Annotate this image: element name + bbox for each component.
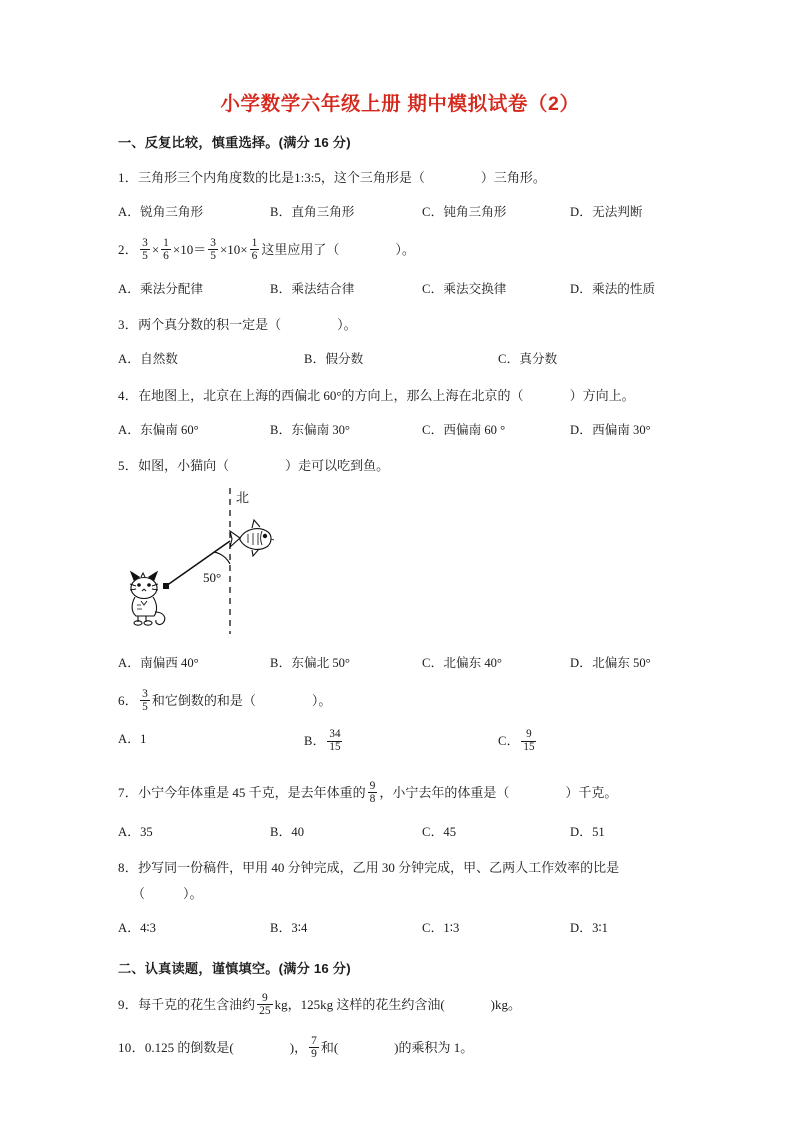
option-text: 钝角三角形 <box>443 204 507 219</box>
option-a[interactable] <box>118 280 203 299</box>
question-text: 两个真分数的积一定是（ <box>138 317 282 333</box>
option-letter: A． <box>118 824 141 839</box>
option-letter: B． <box>270 921 292 936</box>
option-a[interactable] <box>118 919 156 938</box>
fraction-denominator: 9 <box>311 1047 317 1060</box>
option-letter: D． <box>570 921 593 936</box>
fraction <box>257 992 272 1017</box>
question-8-line2 <box>118 884 682 904</box>
option-text: 乘法分配律 <box>140 282 204 297</box>
fraction-numerator: 9 <box>369 779 376 792</box>
option-letter: B． <box>270 204 292 219</box>
option-c[interactable] <box>422 654 502 673</box>
option-letter: A． <box>118 732 141 747</box>
option-c[interactable] <box>422 919 459 938</box>
question-text: 如图，小猫向（ <box>138 457 230 473</box>
option-text: 真分数 <box>519 352 558 367</box>
option-b[interactable] <box>270 919 307 938</box>
question-text-mid: kg，125kg 这样的花生约含油( <box>274 997 445 1013</box>
options-question-4 <box>118 421 682 441</box>
option-text: 自然数 <box>140 352 178 367</box>
question-text-mid: ，小宁去年的体重是（ <box>379 784 510 800</box>
option-b[interactable] <box>304 350 363 369</box>
question-text: 三角形三个内角度数的比是1:3:5，这个三角形是（ <box>138 169 425 185</box>
option-letter: C． <box>422 282 444 297</box>
option-letter: C． <box>422 824 444 839</box>
fraction-denominator: 6 <box>163 249 169 262</box>
fraction-numerator: 9 <box>526 728 532 741</box>
fraction <box>327 729 342 753</box>
option-letter: C． <box>422 656 444 671</box>
option-text: 直角三角形 <box>291 204 355 219</box>
question-6 <box>118 689 682 714</box>
question-text-tail: )kg。 <box>490 997 521 1013</box>
fraction <box>140 237 150 262</box>
fraction <box>208 237 218 262</box>
option-letter: B． <box>270 656 292 671</box>
option-text: 40 <box>291 824 304 839</box>
question-4 <box>118 386 682 406</box>
fish-illustration <box>230 520 274 556</box>
options-question-1 <box>118 203 682 223</box>
fraction-denominator: 25 <box>259 1004 271 1017</box>
question-text: 每千克的花生含油约 <box>138 997 256 1013</box>
fraction-numerator: 3 <box>142 688 148 701</box>
option-text: 乘法交换律 <box>443 282 507 297</box>
fraction-denominator: 15 <box>329 740 341 753</box>
fraction-numerator: 34 <box>329 728 341 741</box>
option-letter: C． <box>498 734 520 749</box>
option-text: 45 <box>443 824 456 839</box>
cat-position-marker <box>163 583 169 589</box>
option-letter: A． <box>118 656 141 671</box>
option-b[interactable] <box>270 421 350 440</box>
option-b[interactable] <box>270 203 354 222</box>
section-heading-1: 一、反复比较，慎重选择。(满分 16 分) <box>118 135 351 151</box>
fraction-denominator: 15 <box>523 740 535 753</box>
options-question-8 <box>118 919 682 939</box>
question-text: 这里应用了（ <box>261 242 340 258</box>
option-d[interactable] <box>570 421 651 440</box>
question-text-tail: )的乘积为 1。 <box>394 1040 474 1056</box>
fraction-numerator: 3 <box>210 236 216 249</box>
question-text-tail: ）方向上。 <box>569 387 635 403</box>
question-text-mid-2: 和( <box>320 1040 339 1056</box>
question-text: 抄写同一份稿件，甲用 40 分钟完成，乙用 30 分钟完成，甲、乙两人工作效率的比是 <box>138 860 620 876</box>
option-text: 北偏东 50° <box>592 656 651 671</box>
option-c[interactable] <box>422 823 456 842</box>
fraction <box>309 1035 319 1060</box>
option-text: 东偏南 30° <box>291 422 350 437</box>
options-question-3 <box>118 350 682 370</box>
option-letter: C． <box>422 921 444 936</box>
option-d[interactable] <box>570 203 642 222</box>
fraction-numerator: 1 <box>163 236 169 249</box>
question-text: 在地图上，北京在上海的西偏北 60°的方向上，那么上海在北京的（ <box>138 387 524 403</box>
question-text: 小宁今年体重是 45 千克，是去年体重的 <box>138 784 366 800</box>
option-text: 锐角三角形 <box>140 204 204 219</box>
fraction-numerator: 9 <box>261 991 268 1004</box>
question-text-tail: ）千克。 <box>565 784 618 800</box>
question-text-tail: ）三角形。 <box>480 169 546 185</box>
option-text: 51 <box>592 824 605 839</box>
option-letter: A． <box>118 282 141 297</box>
option-text: 西偏南 30° <box>592 422 651 437</box>
section-heading-2: 二、认真读题，谨慎填空。(满分 16 分) <box>118 960 351 976</box>
question-8 <box>118 858 682 878</box>
option-letter: B． <box>270 282 292 297</box>
option-a[interactable] <box>118 421 199 440</box>
fraction <box>161 237 171 262</box>
option-letter: B． <box>304 352 326 367</box>
fraction-denominator: 5 <box>142 701 148 714</box>
option-a[interactable] <box>118 823 153 842</box>
question-1 <box>118 168 682 188</box>
options-question-6 <box>118 730 682 763</box>
question-2 <box>118 238 682 263</box>
question-number: 10． <box>118 1040 145 1056</box>
question-number: 8． <box>118 860 139 876</box>
option-letter: C． <box>422 422 444 437</box>
operator: ×10× <box>219 242 248 258</box>
question-text-tail: ）。 <box>337 317 357 333</box>
operator: × <box>151 242 160 258</box>
option-letter: A． <box>118 204 141 219</box>
fraction-numerator: 7 <box>311 1034 317 1047</box>
option-text: 西偏南 60 ° <box>443 422 506 437</box>
option-text: 4∶3 <box>140 921 156 936</box>
fraction <box>521 729 536 753</box>
option-text: 东偏北 50° <box>291 656 350 671</box>
option-d[interactable] <box>570 654 651 673</box>
question-number: 2． <box>118 242 139 258</box>
option-a[interactable] <box>118 350 178 369</box>
question-10 <box>118 1036 682 1061</box>
options-question-2 <box>118 280 682 300</box>
question-number: 5． <box>118 457 139 473</box>
fraction-denominator: 6 <box>251 249 258 262</box>
question-5 <box>118 456 682 476</box>
option-letter: C． <box>422 204 444 219</box>
option-text: 3∶1 <box>592 921 608 936</box>
option-text: 南偏西 40° <box>140 656 199 671</box>
question-text-mid: )， <box>289 1040 308 1056</box>
options-question-5 <box>118 654 682 674</box>
option-letter: D． <box>570 656 593 671</box>
option-c[interactable] <box>422 421 505 440</box>
option-letter: A． <box>118 422 141 437</box>
question-number: 1． <box>118 169 139 185</box>
operator: ×10＝ <box>172 242 207 258</box>
option-a[interactable] <box>118 730 146 749</box>
question-number: 4． <box>118 387 139 403</box>
option-a[interactable] <box>118 654 199 673</box>
direction-diagram-svg <box>118 486 418 646</box>
fraction-denominator: 5 <box>210 249 216 262</box>
fraction <box>250 237 260 262</box>
question-text: 和它倒数的和是（ <box>151 693 256 709</box>
question-number: 3． <box>118 317 139 333</box>
question-text-mid: （ <box>132 886 146 902</box>
option-b[interactable] <box>270 654 350 673</box>
question-text-tail: ）。 <box>183 886 203 902</box>
fraction-numerator: 1 <box>251 236 258 249</box>
option-text: 1∶3 <box>443 921 460 936</box>
question-number: 9． <box>118 997 139 1013</box>
question-9 <box>118 993 682 1018</box>
page-content <box>118 92 682 1076</box>
question-text-tail: ）走可以吃到鱼。 <box>285 457 390 473</box>
option-b[interactable] <box>304 730 344 754</box>
option-c[interactable] <box>498 350 557 369</box>
fraction-numerator: 3 <box>142 236 148 249</box>
option-d[interactable] <box>570 823 605 842</box>
option-text: 无法判断 <box>592 204 643 219</box>
question-7 <box>118 781 682 806</box>
option-text: 乘法结合律 <box>291 282 355 297</box>
options-question-7 <box>118 823 682 843</box>
angle-label: 50° <box>203 570 222 586</box>
fraction <box>368 780 378 805</box>
option-text: 3∶4 <box>291 921 308 936</box>
question-number: 6． <box>118 693 139 709</box>
option-text: 乘法的性质 <box>592 282 656 297</box>
option-letter: B． <box>270 422 292 437</box>
question-text: 0.125 的倒数是( <box>144 1040 234 1056</box>
option-text: 35 <box>140 824 153 839</box>
option-letter: C． <box>498 352 520 367</box>
option-d[interactable] <box>570 280 655 299</box>
question-text-tail: ）。 <box>311 693 332 709</box>
option-c[interactable] <box>422 203 506 222</box>
option-a[interactable] <box>118 203 203 222</box>
option-c[interactable] <box>498 730 538 754</box>
option-letter: D． <box>570 204 593 219</box>
question-3 <box>118 315 682 335</box>
direction-diagram <box>118 486 682 646</box>
option-b[interactable] <box>270 823 304 842</box>
option-letter: D． <box>570 282 593 297</box>
option-text: 北偏东 40° <box>443 656 502 671</box>
option-letter: D． <box>570 824 593 839</box>
option-text: 东偏南 60° <box>140 422 199 437</box>
option-letter: A． <box>118 352 141 367</box>
fraction <box>140 688 150 713</box>
option-letter: B． <box>304 734 326 749</box>
option-b[interactable] <box>270 280 354 299</box>
north-label: 北 <box>236 490 250 506</box>
question-text-tail: ）。 <box>395 242 415 258</box>
option-text: 假分数 <box>325 352 364 367</box>
option-text: 1 <box>140 732 147 747</box>
question-number: 7． <box>118 784 139 800</box>
fraction-denominator: 5 <box>142 249 148 262</box>
option-letter: D． <box>570 422 593 437</box>
cat-illustration <box>130 572 165 625</box>
option-d[interactable] <box>570 919 608 938</box>
page-title: 小学数学六年级上册 期中模拟试卷（2） <box>220 93 580 115</box>
option-c[interactable] <box>422 280 506 299</box>
option-letter: B． <box>270 824 292 839</box>
angle-arc <box>214 552 230 564</box>
fraction-denominator: 8 <box>369 792 376 805</box>
option-letter: A． <box>118 921 141 936</box>
